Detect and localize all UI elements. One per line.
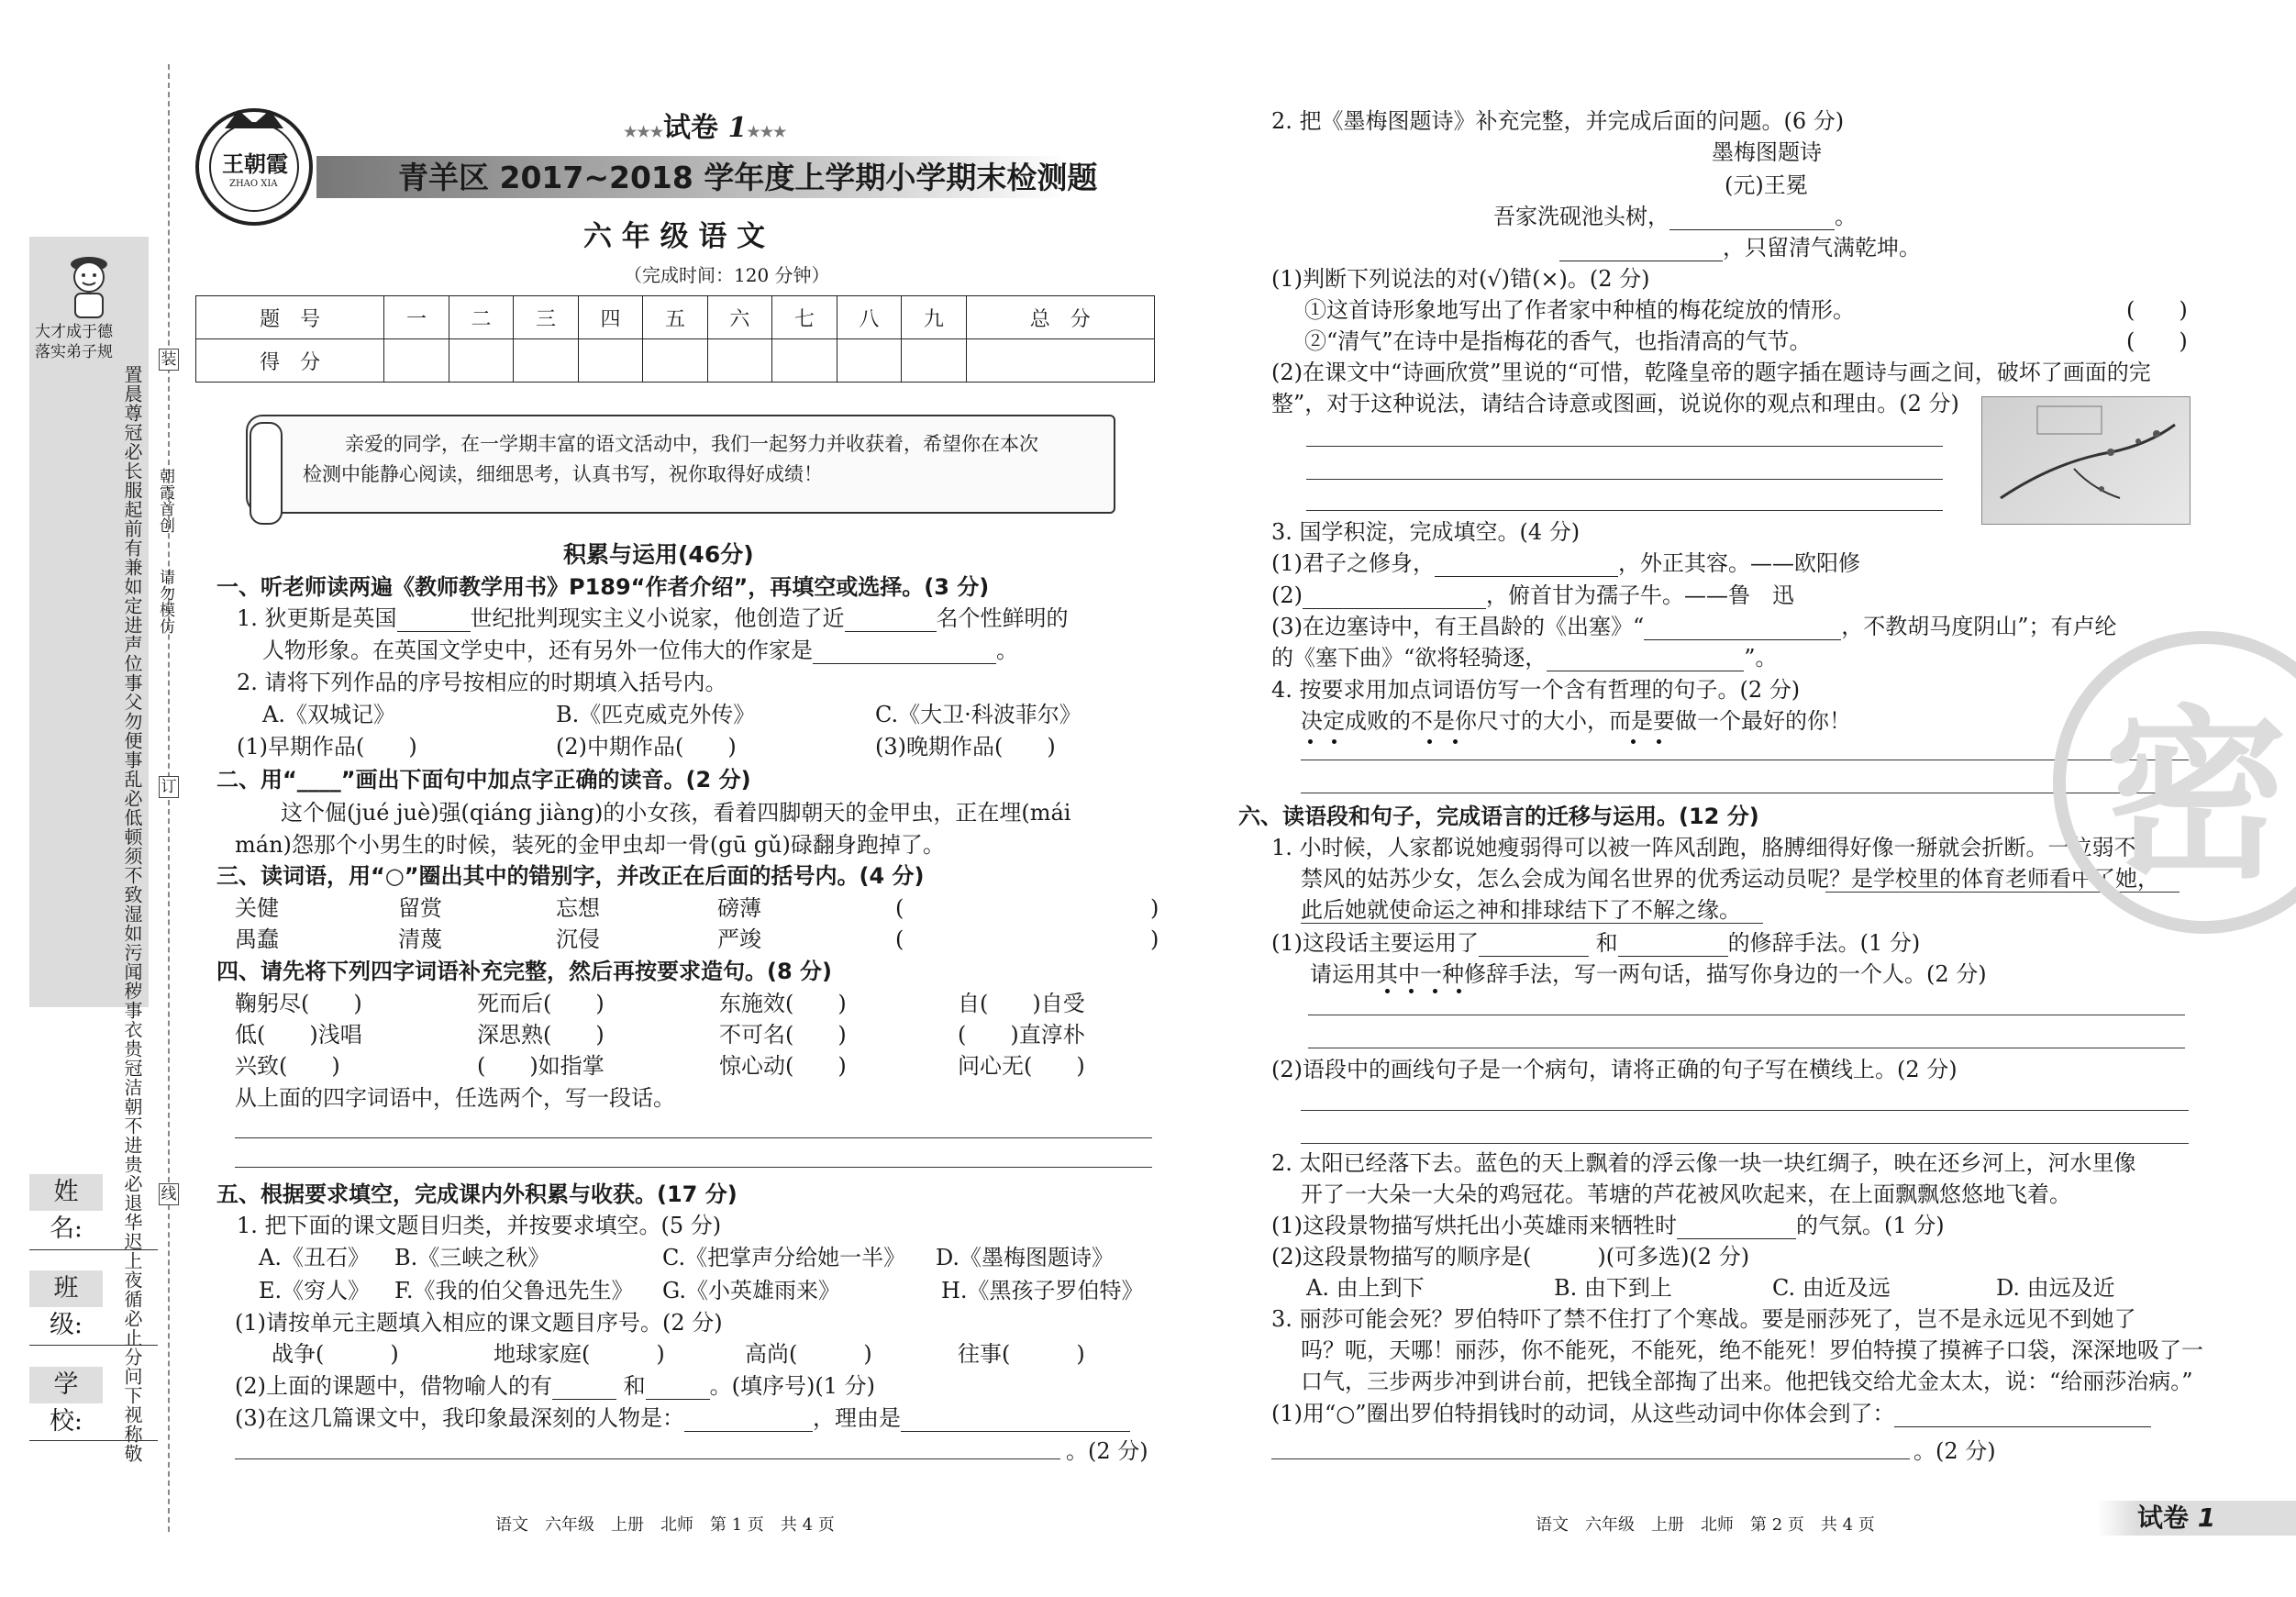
brand-logo xyxy=(193,105,316,229)
answer-blank[interactable] xyxy=(1669,206,1835,230)
answer-line[interactable] xyxy=(1301,1110,2189,1111)
idiom-cell[interactable]: 兴致( ) xyxy=(235,1053,340,1079)
score-row-label: 得 分 xyxy=(196,339,384,383)
answer-blank[interactable] xyxy=(646,1376,710,1400)
answer-blank[interactable] xyxy=(552,1376,616,1400)
score-cell[interactable] xyxy=(514,339,578,383)
question-line: 从上面的四字词语中，任选两个，写一段话。 xyxy=(235,1085,675,1111)
score-cell[interactable] xyxy=(837,339,901,383)
score-header: 八 xyxy=(837,296,901,339)
question-line: 请运用其中一种修辞手法，写一两句话，描写你身边的一个人。(2 分) xyxy=(1310,961,1987,987)
stars-icon: ★★★ xyxy=(624,123,664,140)
option-c: C.《大卫·科波菲尔》 xyxy=(875,702,1081,727)
order-option-b[interactable]: B. 由下到上 xyxy=(1554,1275,1672,1301)
passage-line: 2. 太阳已经落下去。蓝色的天上飘着的浮云像一块一块红绸子，映在还乡河上，河水里像 xyxy=(1271,1150,2136,1176)
question-line: 1. 把下面的课文题目归类，并按要求填空。(5 分) xyxy=(237,1213,722,1238)
lesson-option: H.《黑孩子罗伯特》 xyxy=(941,1278,1144,1303)
answer-paren[interactable]: ) xyxy=(1128,926,1159,952)
answer-blank[interactable] xyxy=(1618,933,1728,957)
class-field[interactable] xyxy=(29,1345,158,1346)
vertical-note: 朝霞首创 xyxy=(156,468,174,534)
score-header: 一 xyxy=(384,296,449,339)
seal-watermark xyxy=(2053,631,2296,934)
word-cell[interactable]: 清蔑 xyxy=(398,926,442,952)
question-line: 1. 狄更斯是英国 世纪批判现实主义小说家，他创造了近 名个性鲜明的 xyxy=(237,605,1069,631)
answer-paren[interactable]: ) xyxy=(1128,895,1159,921)
score-header: 六 xyxy=(707,296,771,339)
question-line: 的《塞下曲》“欲将轻骑逐， ”。 xyxy=(1271,645,1778,671)
exam-label: ★★★试卷 1★★★ xyxy=(624,112,787,144)
binding-mark: 线 xyxy=(159,1183,179,1205)
answer-blank[interactable] xyxy=(1479,933,1589,957)
emphasis-dot xyxy=(1308,739,1313,744)
school-label: 学 校: xyxy=(29,1367,103,1403)
cartoon-icon xyxy=(57,246,121,319)
score-header: 七 xyxy=(772,296,837,339)
emphasis-dot xyxy=(1409,989,1414,993)
logo-text: 王朝霞 xyxy=(222,151,288,177)
answer-blank[interactable] xyxy=(1894,1403,2151,1427)
theme-blank[interactable]: 战争( ) xyxy=(272,1341,399,1367)
question-line: (2)上面的课题中，借物喻人的有 和 。(填序号)(1 分) xyxy=(235,1373,875,1399)
period-early[interactable]: (1)早期作品( ) xyxy=(237,734,417,760)
answer-line[interactable] xyxy=(1306,510,1943,511)
model-sentence: 决定成败的不是你尺寸的大小，而是要做一个最好的你！ xyxy=(1301,708,1851,734)
lesson-option: E.《穷人》 xyxy=(259,1278,371,1303)
question-line: 2. 请将下列作品的序号按相应的时期填入括号内。 xyxy=(237,670,727,695)
answer-line[interactable] xyxy=(1271,1458,1910,1459)
answer-blank[interactable] xyxy=(901,1408,1130,1432)
question-line: (1)这段话主要运用了 和 的修辞手法。(1 分) xyxy=(1271,930,1921,956)
emphasis-dot xyxy=(1453,739,1458,744)
question-title: 三、读词语，用“○”圈出其中的错别字，并改正在后面的括号内。(4 分) xyxy=(216,863,925,889)
poem-title: 墨梅图题诗 xyxy=(1712,139,1822,165)
question-title: 六、读语段和句子，完成语言的迁移与运用。(12 分) xyxy=(1238,804,1759,829)
question-title: 四、请先将下列四字词语补充完整，然后再按要求造句。(8 分) xyxy=(216,959,832,984)
sick-sentence-underline xyxy=(1301,923,1763,924)
section-title: 积累与运用(46分) xyxy=(563,541,754,568)
order-option-a[interactable]: A. 由上到下 xyxy=(1306,1275,1425,1301)
emphasis-dot xyxy=(1657,739,1661,744)
word-cell[interactable]: 严竣 xyxy=(717,926,761,952)
answer-blank[interactable] xyxy=(1435,553,1618,577)
score-cell[interactable] xyxy=(966,339,1154,383)
score-cell[interactable] xyxy=(384,339,449,383)
score-cell[interactable] xyxy=(772,339,837,383)
greeting-text: 亲爱的同学，在一学期丰富的语文活动中，我们一起努力并收获着，希望你在本次 xyxy=(345,433,1038,455)
score-header: 九 xyxy=(902,296,966,339)
idiom-cell[interactable]: ( )直淳朴 xyxy=(958,1022,1085,1048)
question-line: (1)这段景物描写烘托出小英雄雨来牺牲时 的气氛。(1 分) xyxy=(1271,1213,1945,1238)
subject-title: 六 年 级 语 文 xyxy=(583,220,766,253)
fold-line xyxy=(168,64,170,1532)
emphasis-dot xyxy=(1332,739,1337,744)
lesson-option: B.《三峡之秋》 xyxy=(394,1245,550,1270)
vertical-note: 请勿模仿 xyxy=(156,569,174,635)
question-title: 五、根据要求填空，完成课内外积累与收获。(17 分) xyxy=(216,1181,738,1207)
score-cell[interactable] xyxy=(449,339,513,383)
lesson-option: C.《把掌声分给她一半》 xyxy=(662,1245,906,1270)
greeting-text: 检测中能静心阅读，细细思考，认真书写，祝你取得好成绩！ xyxy=(303,463,823,485)
lesson-option: A.《丑石》 xyxy=(259,1245,370,1270)
answer-blank[interactable] xyxy=(1559,238,1723,261)
binding-mark: 装 xyxy=(159,349,179,371)
word-cell[interactable]: 磅薄 xyxy=(717,895,761,921)
word-cell[interactable]: 关健 xyxy=(235,895,279,921)
idiom-cell[interactable]: 东施效( ) xyxy=(719,991,847,1016)
poem-line: ，只留清气满乾坤。 xyxy=(1559,235,1921,261)
answer-paren[interactable]: ( xyxy=(895,926,904,952)
school-field[interactable] xyxy=(29,1440,158,1441)
page-footer: 语文 六年级 上册 北师 第 2 页 共 4 页 xyxy=(1536,1515,1875,1535)
answer-line[interactable] xyxy=(1306,479,1943,480)
word-cell[interactable]: 忘想 xyxy=(556,895,600,921)
judge-item: ②“清气”在诗中是指梅花的香气，也指清高的气节。 xyxy=(1304,328,1812,354)
theme-blank[interactable]: 往事( ) xyxy=(958,1341,1085,1367)
idiom-cell[interactable]: 深思熟( ) xyxy=(477,1022,605,1048)
points-note: 。(2 分) xyxy=(1913,1438,1996,1464)
answer-blank[interactable] xyxy=(1547,648,1744,671)
scroll-roll-icon xyxy=(250,422,283,525)
judge-item: ①这首诗形象地写出了作者家中种植的梅花绽放的情形。 xyxy=(1304,297,1855,323)
idiom-cell[interactable]: 鞠躬尽( ) xyxy=(235,991,362,1016)
plum-painting xyxy=(1981,396,2191,525)
question-line: (2) ，俯首甘为孺子牛。——鲁 迅 xyxy=(1271,582,1794,608)
answer-line[interactable] xyxy=(235,1137,1152,1138)
question-line: (1)君子之修身， ，外正其容。——欧阳修 xyxy=(1271,550,1860,576)
name-field[interactable] xyxy=(29,1249,158,1250)
sidebar-badge: 大才成于德 xyxy=(35,323,113,341)
emphasis-dot xyxy=(1427,739,1432,744)
score-header: 四 xyxy=(578,296,642,339)
passage-line: 3. 丽莎可能会死？罗伯特吓了禁不住打了个寒战。要是丽莎死了，岂不是永远见不到她了 xyxy=(1271,1306,2136,1332)
answer-paren[interactable]: ( xyxy=(895,895,904,921)
time-note: （完成时间：120 分钟） xyxy=(624,264,830,286)
theme-blank[interactable]: 地球家庭( ) xyxy=(494,1341,665,1367)
emphasis-dot xyxy=(1631,739,1636,744)
answer-blank[interactable] xyxy=(813,640,996,664)
question-line: 整”，对于这种说法，请结合诗意或图画，说说你的观点和理由。(2 分) xyxy=(1271,391,1959,416)
answer-blank[interactable] xyxy=(1644,616,1841,640)
option-a: A.《双城记》 xyxy=(262,702,395,727)
idiom-cell[interactable]: 自( )自受 xyxy=(958,991,1085,1016)
question-line: 人物形象。在英国文学史中，还有另外一位伟大的作家是 。 xyxy=(262,638,1018,663)
question-title: 3. 国学积淀，完成填空。(4 分) xyxy=(1271,519,1581,545)
question-title: 二、用“____”画出下面句中加点字正确的读音。(2 分) xyxy=(216,767,751,793)
passage-line: 禁风的姑苏少女，怎么会成为闻名世界的优秀运动员呢？是学校里的体育老师看中了她， xyxy=(1301,866,2159,892)
emphasis-dot xyxy=(1433,989,1437,993)
answer-line[interactable] xyxy=(1301,1143,2189,1144)
lesson-option: G.《小英雄雨来》 xyxy=(662,1278,840,1303)
answer-line[interactable] xyxy=(1306,446,1943,447)
score-table xyxy=(195,295,1155,383)
motto-text: 置晨尊冠必长服起前有兼如定进声位事父勿便事乱必低顿须不致湿如污闻秽事衣贵冠洁朝不进贵必退华迟上夜循必止分问下视称敬 xyxy=(121,365,143,1463)
theme-blank[interactable]: 高尚( ) xyxy=(745,1341,872,1367)
period-mid[interactable]: (2)中期作品( ) xyxy=(556,734,737,760)
period-late[interactable]: (3)晚期作品( ) xyxy=(875,734,1056,760)
points-note: 。(2 分) xyxy=(1066,1438,1148,1464)
answer-line[interactable] xyxy=(235,1458,1060,1459)
page-title: 青羊区 2017~2018 学年度上学期小学期末检测题 xyxy=(398,160,1098,195)
lesson-option: D.《墨梅图题诗》 xyxy=(936,1245,1115,1270)
idiom-cell[interactable]: 不可名( ) xyxy=(719,1022,847,1048)
answer-line[interactable] xyxy=(235,1167,1152,1168)
name-label: 姓 名: xyxy=(29,1174,103,1211)
score-cell[interactable] xyxy=(643,339,707,383)
score-cell[interactable] xyxy=(902,339,966,383)
exam-badge-label: 试卷 1 xyxy=(2137,1503,2216,1533)
question-title: 2. 把《墨梅图题诗》补充完整，并完成后面的问题。(6 分) xyxy=(1271,108,1845,134)
idiom-cell[interactable]: 惊心动( ) xyxy=(719,1053,847,1079)
page-footer: 语文 六年级 上册 北师 第 1 页 共 4 页 xyxy=(495,1515,835,1535)
idiom-cell[interactable]: 低( )浅唱 xyxy=(235,1022,362,1048)
answer-blank[interactable] xyxy=(1303,585,1486,609)
question-line: (1)请按单元主题填入相应的课文题目序号。(2 分) xyxy=(235,1310,723,1336)
judge-paren[interactable]: ( ) xyxy=(2126,297,2188,323)
question-line: (3)在这几篇课文中，我印象最深刻的人物是： ，理由是 xyxy=(235,1405,1130,1432)
score-header: 五 xyxy=(643,296,707,339)
answer-blank[interactable] xyxy=(397,608,471,632)
seal-watermark-text: 密 xyxy=(2104,688,2289,904)
answer-blank[interactable] xyxy=(1677,1215,1796,1239)
poem-line: 吾家洗砚池头树， 。 xyxy=(1493,204,1857,229)
passage-line: 口气，三步两步冲到讲台前，把钱全部掏了出来。他把钱交给尤金太太，说：“给丽莎治病。” xyxy=(1301,1369,2193,1394)
score-header: 三 xyxy=(514,296,578,339)
stars-icon: ★★★ xyxy=(747,123,787,140)
sidebar-badge: 落实弟子规 xyxy=(35,343,113,361)
order-option-c[interactable]: C. 由近及远 xyxy=(1772,1275,1891,1301)
word-cell[interactable]: 禺蠢 xyxy=(235,926,279,952)
question-line: (3)在边塞诗中，有王昌龄的《出塞》“ ，不教胡马度阴山”；有卢纶 xyxy=(1271,614,2117,639)
pinyin-line[interactable]: mán)怨那个小男生的时候，装死的金甲虫却一骨(gū gǔ)碌翻身跑掉了。 xyxy=(235,832,945,858)
answer-blank[interactable] xyxy=(684,1408,813,1432)
passage-line: 吗？呃，天哪！丽莎，你不能死，不能死，绝不能死！罗伯特摸了摸裤子口袋，深深地吸了一 xyxy=(1301,1337,2203,1363)
passage-line: 开了一大朵一大朵的鸡冠花。苇塘的芦花被风吹起来，在上面飘飘悠悠地飞着。 xyxy=(1301,1181,2071,1207)
order-option-d[interactable]: D. 由远及近 xyxy=(1996,1275,2115,1301)
word-cell[interactable]: 沉侵 xyxy=(556,926,600,952)
score-cell[interactable] xyxy=(578,339,642,383)
binding-mark: 订 xyxy=(159,776,179,798)
judge-paren[interactable]: ( ) xyxy=(2126,328,2188,354)
score-cell[interactable] xyxy=(707,339,771,383)
pinyin-line[interactable]: 这个倔(jué juè)强(qiáng jiàng)的小女孩，看着四脚朝天的金甲虫，正在埋(mái xyxy=(281,800,1071,826)
question-line: (2)在课文中“诗画欣赏”里说的“可惜，乾隆皇帝的题字插在题诗与画之间，破坏了画面的完 xyxy=(1271,360,2151,385)
idiom-cell[interactable]: 死而后( ) xyxy=(477,991,605,1016)
passage-line: 1. 小时候，人家都说她瘦弱得可以被一阵风刮跑，胳膊细得好像一掰就会折断。一位弱不 xyxy=(1271,835,2136,860)
lesson-option: F.《我的伯父鲁迅先生》 xyxy=(394,1278,634,1303)
idiom-cell[interactable]: ( )如指掌 xyxy=(477,1053,605,1079)
logo-subtext: ZHAO XIA xyxy=(229,179,278,189)
emphasis-dot xyxy=(1457,989,1461,993)
option-b: B.《匹克威克外传》 xyxy=(556,702,756,727)
score-header: 总 分 xyxy=(966,296,1154,339)
idiom-cell[interactable]: 问心无( ) xyxy=(958,1053,1085,1079)
answer-blank[interactable] xyxy=(845,608,937,632)
question-line: (1)判断下列说法的对(√)错(×)。(2 分) xyxy=(1271,266,1650,292)
passage-line: 此后她就使命运之神和排球结下了不解之缘。 xyxy=(1301,897,1741,923)
question-title: 一、听老师读两遍《教师教学用书》P189“作者介绍”，再填空或选择。(3 分) xyxy=(216,574,990,600)
question-line: (2)语段中的画线句子是一个病句，请将正确的句子写在横线上。(2 分) xyxy=(1271,1057,1958,1082)
word-cell[interactable]: 留赏 xyxy=(398,895,442,921)
score-header: 二 xyxy=(449,296,513,339)
question-line: 4. 按要求用加点词语仿写一个含有哲理的句子。(2 分) xyxy=(1271,677,1801,703)
question-line: (2)这段景物描写的顺序是( )(可多选)(2 分) xyxy=(1271,1244,1750,1270)
score-header: 题 号 xyxy=(196,296,384,339)
question-line: (1)用“○”圈出罗伯特捐钱时的动词，从这些动词中你体会到了： xyxy=(1271,1401,2151,1427)
poem-author: (元)王冕 xyxy=(1725,172,1808,198)
class-label: 班 级: xyxy=(29,1270,103,1307)
emphasis-dot xyxy=(1385,989,1390,993)
